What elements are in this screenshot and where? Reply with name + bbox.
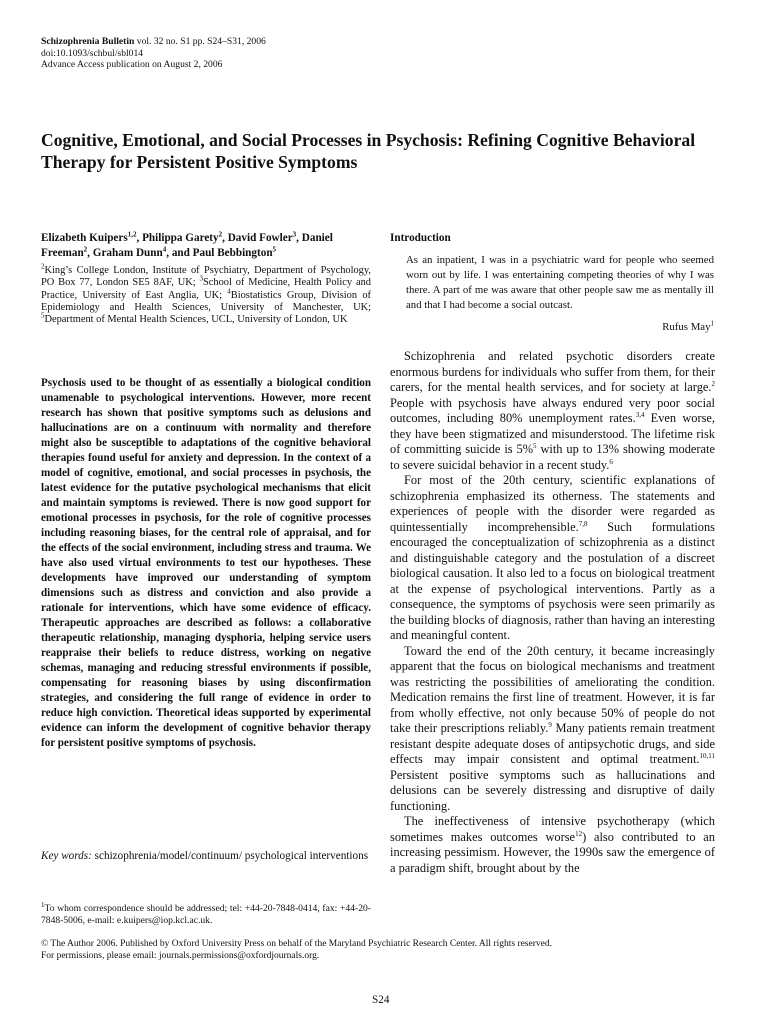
paragraph [390, 644, 715, 815]
copyright-line: © The Author 2006. Published by Oxford University Press on behalf of the Maryland Psychiatric Research Center. All rights reserved. [41, 939, 552, 949]
text-run: Persistent positive symptoms such as hallucinations and delusions can be severely distressing and disruptive of daily functioning. [390, 767, 715, 813]
paragraph [390, 473, 715, 644]
citation-sup: 9 [548, 720, 552, 729]
abstract: Psychosis used to be thought of as essentially a biological condition unamenable to psychological interventions. However, more recent research has shown that positive symptoms such as delusions and hallucinations are on a continuum with normality and therefore might also be susceptible to adaptations of the cognitive behavioral therapies found useful for anxiety and depression. In the context of a model of cognitive, emotional, and social processes in psychosis, the latest evidence for the putative psychological mechanisms that elicit and maintain symptoms is reviewed. There is now good support for emotional processes in psychosis, for the role of cognitive processes including reasoning biases, for the central role of appraisal, and for the effects of the social environment, including stress and trauma. We have also used virtual environments to test our hypotheses. These developments have improved our understanding of symptom dimensions such as distress and conviction and also provide a rationale for interventions, which have some evidence of efficacy. Therapeutic approaches are described as follows: a collaborative therapeutic relationship, managing dysphoria, helping service users reappraise their beliefs to reduce distress, working on negative schemas, managing and reducing stressful environments if possible, compensating for reasoning biases by using disconfirmation strategies, and considering the full range of evidence in order to reduce high conviction. Theoretical ideas supported by experimental evidence can inform the development of cognitive behavior therapy for persistent positive symptoms of psychosis. [41, 377, 371, 749]
text-run: Many patients remain treatment resistant despite adequate doses of antipsychotic drugs, and side effects may impair consistent and optimal treatment. [390, 721, 715, 766]
affil-text: Biostatistics Group, Division of Epidemiology and Health Sciences, University of Manchester, UK; [41, 289, 371, 313]
footnote-sup: 1 [41, 900, 45, 909]
citation-sup: 10,11 [699, 751, 715, 760]
text-run: Such formulations encouraged the conceptualization of schizophrenia as a distinct and distinguishable category and the postulation of a discreet biological causation. It also led to a focus on biological treatment at the expense of psychological interventions. Partly as a consequence, the symptoms of psychosis were seen primarily as the building blocks of diagnosis, rather than having an interesting and meaningful content. [390, 519, 715, 642]
citation-sup: 12 [575, 829, 583, 838]
text-run: ) also contributed to an increasing pessimism. However, the 1990s saw the emergence of a paradigm shift, brought about by the [390, 829, 715, 875]
article-title: Cognitive, Emotional, and Social Processes in Psychosis: Refining Cognitive Behavioral Therapy for Persistent Positive Symptoms [41, 130, 696, 172]
author-name: , and Paul Bebbington [166, 247, 273, 259]
author-sup: 2 [218, 230, 223, 239]
permissions-line: For permissions, please email: journals.permissions@oxfordjournals.org. [41, 950, 320, 961]
affil-text: Department of Mental Health Sciences, UCL, University of London, UK [44, 314, 348, 326]
text-run: with up to 13% showing moderate to severe suicidal behavior in a recent study. [390, 442, 715, 472]
author-sup: 4 [162, 245, 167, 254]
doi: doi:10.1093/schbul/sbl014 [41, 47, 144, 59]
keywords [41, 849, 371, 864]
section-heading-introduction: Introduction [390, 232, 451, 244]
volume-info: vol. 32 no. S1 pp. S24–S31, 2006 [136, 36, 266, 47]
epigraph-quote: As an inpatient, I was in a psychiatric ward for people who seemed worn out by life. I was entertaining competing theories of why I was there. A part of me was aware that other people saw me as mentally ill and that I had become a social outcast. [406, 254, 714, 312]
text-run: People with psychosis have always endured very poor social outcomes, including 80% unemployment rates. [390, 395, 715, 425]
author-name: , Daniel Freeman [41, 232, 333, 259]
footnote-text: To whom correspondence should be addressed; tel: +44-20-7848-0414, fax: +44-20-7848-5006, e-mail: e.kuipers@iop.kcl.ac.uk. [41, 903, 371, 926]
author-sup: 1,2 [127, 230, 137, 239]
affiliations [41, 262, 371, 326]
affil-text: King’s College London, Institute of Psychiatry, Department of Psychology, PO Box 77, London SE5 8AF, UK; [41, 265, 371, 289]
citation-sup: 6 [609, 457, 613, 466]
affil-text: School of Medicine, Health Policy and Practice, University of East Anglia, UK; [41, 277, 371, 301]
citation-sup: 5 [533, 441, 537, 450]
correspondence-footnote [41, 900, 371, 926]
journal-name: Schizophrenia Bulletin [41, 36, 135, 47]
author-name: , Philippa Garety [136, 232, 219, 244]
journal-header [41, 36, 266, 71]
affil-sup: 4 [227, 287, 231, 296]
citation-sup: 7,8 [578, 519, 588, 528]
text-run: Schizophrenia and related psychotic disorders create enormous burdens for individuals who suffer from them, for their carers, for the mental health services, and for society at large. [390, 349, 715, 394]
affil-sup: 2 [41, 262, 45, 271]
affil-sup: 5 [41, 311, 45, 320]
journal-citation-line [41, 36, 266, 48]
advance-access: Advance Access publication on August 2, 2006 [41, 59, 223, 70]
paragraph [390, 814, 715, 876]
keywords-label: Key words: [41, 850, 92, 862]
text-run: For most of the 20th century, scientific explanations of schizophrenia emphasized its otherness. The statements and experiences of people with the disorder were regarded as quintessentially incomprehensible. [390, 473, 715, 534]
author-sup: 5 [272, 245, 277, 254]
epigraph-sup: 1 [710, 319, 714, 328]
introduction-body [390, 349, 715, 876]
text-run: Even worse, they have been stigmatized and misunderstood. The lifetime risk of committing suicide is 5% [390, 411, 716, 456]
author-name: Elizabeth Kuipers [41, 232, 128, 244]
author-list [41, 231, 371, 261]
paragraph [390, 349, 715, 473]
author-name: , Graham Dunn [87, 247, 163, 259]
text-run: The ineffectiveness of intensive psychotherapy (which sometimes makes outcomes worse [390, 814, 715, 844]
citation-sup: 3,4 [635, 410, 645, 419]
text-run: Toward the end of the 20th century, it became increasingly apparent that the focus on biological mechanisms and treatment was restricting the possibilities of ameliorating the condition. Medication remains the first line of treatment. However, it is far from wholly effective, not only because 50% of people do not take their prescriptions reliably. [390, 643, 715, 735]
citation-sup: 2 [711, 379, 715, 388]
affil-sup: 3 [199, 274, 203, 283]
author-name: , David Fowler [222, 232, 293, 244]
epigraph-author-name: Rufus May [662, 321, 711, 333]
keywords-text: schizophrenia/model/continuum/ psychological interventions [91, 850, 369, 862]
page-number: S24 [372, 994, 390, 1006]
epigraph-author [406, 321, 714, 333]
author-sup: 2 [83, 245, 88, 254]
author-sup: 3 [292, 230, 297, 239]
copyright-notice [41, 939, 721, 963]
